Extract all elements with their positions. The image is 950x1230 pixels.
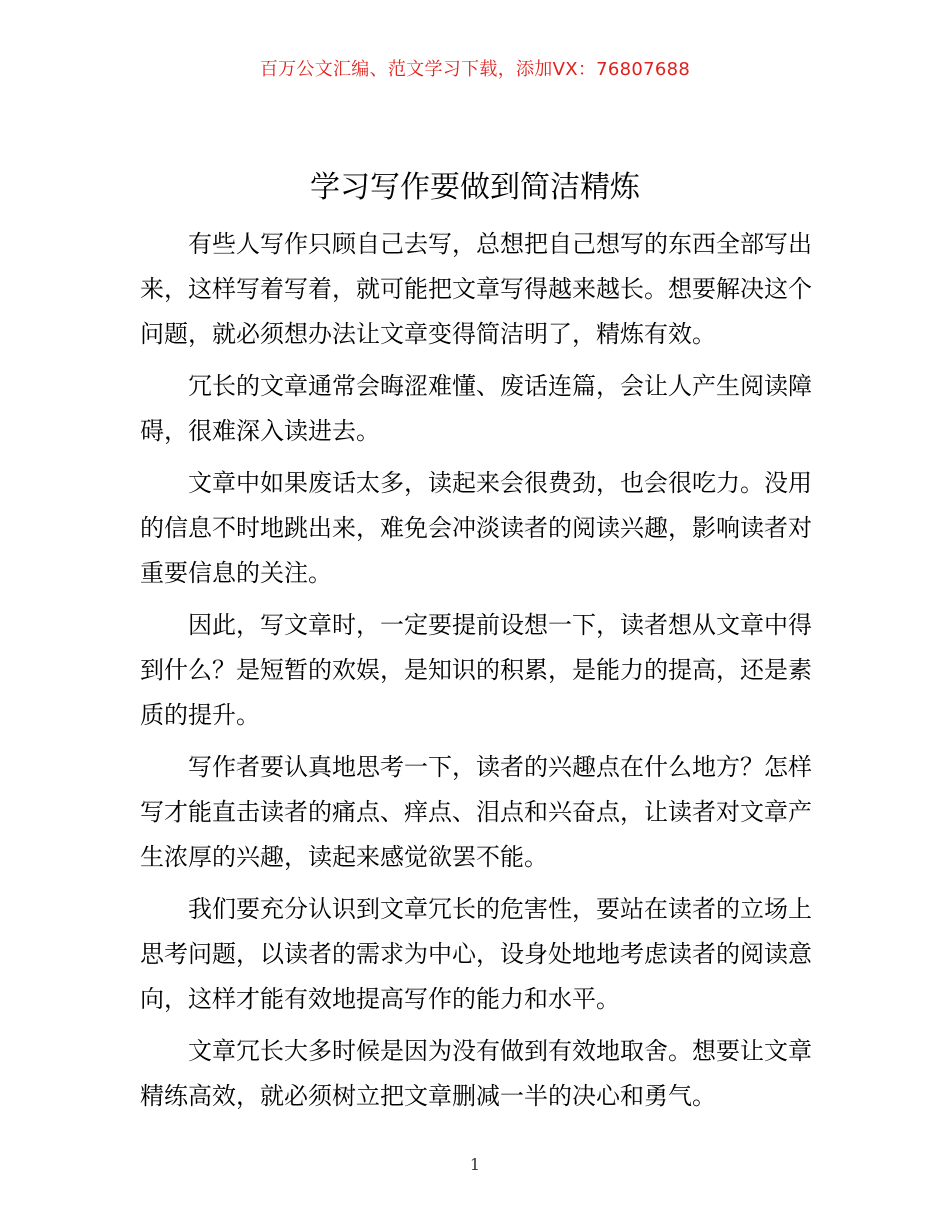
paragraph-6: 我们要充分认识到文章冗长的危害性，要站在读者的立场上思考问题，以读者的需求为中心，设身处地地考虑读者的阅读意向，这样才能有效地提高写作的能力和水平。 xyxy=(140,895,812,1013)
paragraph-3: 文章中如果废话太多，读起来会很费劲，也会很吃力。没用的信息不时地跳出来，难免会冲淡读者的阅读兴趣，影响读者对重要信息的关注。 xyxy=(140,469,812,587)
paragraph-7: 文章冗长大多时候是因为没有做到有效地取舍。想要让文章精练高效，就必须树立把文章删减一半的决心和勇气。 xyxy=(140,1037,812,1110)
header-notice: 百万公文汇编、范文学习下载，添加VX：76807688 xyxy=(259,59,691,80)
document-title: 学习写作要做到简洁精炼 xyxy=(310,170,640,205)
paragraph-1: 有些人写作只顾自己去写，总想把自己想写的东西全部写出来，这样写着写着，就可能把文章写得越来越长。想要解决这个问题，就必须想办法让文章变得简洁明了，精炼有效。 xyxy=(140,230,812,348)
document-body xyxy=(140,222,812,1126)
paragraph-5: 写作者要认真地思考一下，读者的兴趣点在什么地方？怎样写才能直击读者的痛点、痒点、泪点和兴奋点，让读者对文章产生浓厚的兴趣，读起来感觉欲罢不能。 xyxy=(140,753,812,871)
page-number: 1 xyxy=(469,1155,481,1174)
paragraph-2: 冗长的文章通常会晦涩难懂、废话连篇，会让人产生阅读障碍，很难深入读进去。 xyxy=(140,372,812,445)
paragraph-4: 因此，写文章时，一定要提前设想一下，读者想从文章中得到什么？是短暂的欢娱，是知识的积累，是能力的提高，还是素质的提升。 xyxy=(140,611,812,729)
